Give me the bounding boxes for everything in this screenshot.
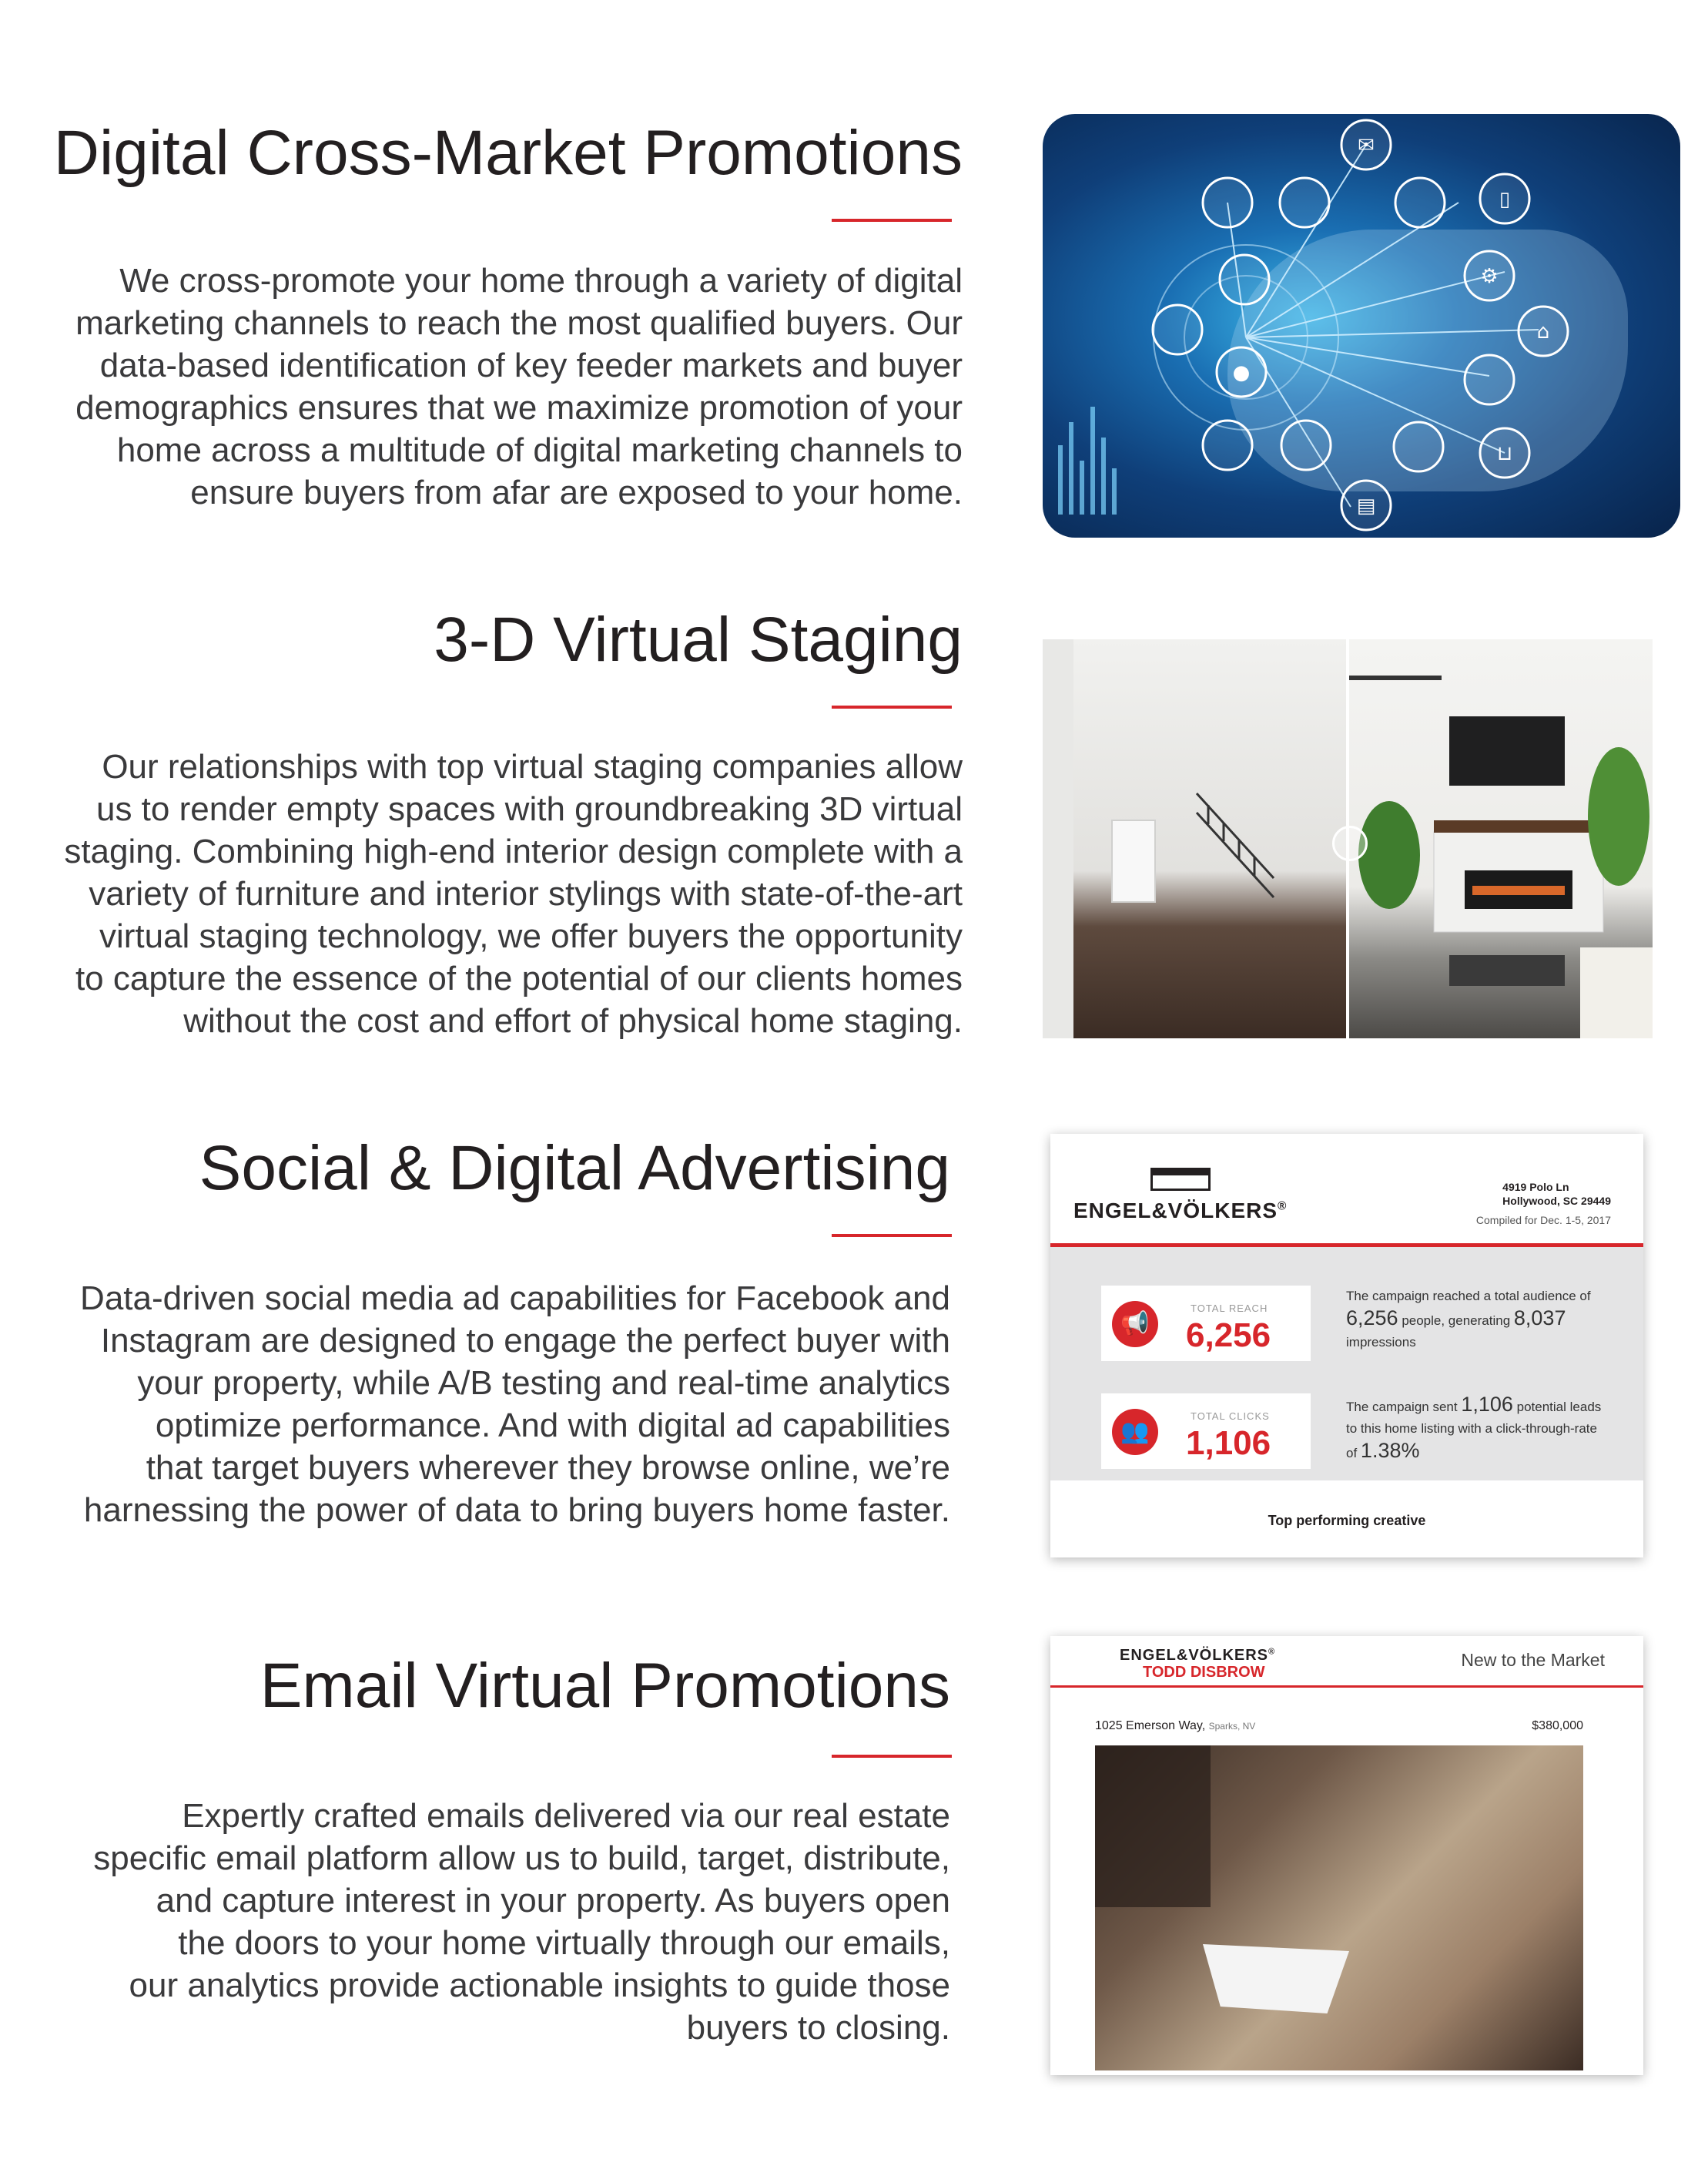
svg-text:⌂: ⌂ — [1536, 320, 1550, 344]
listing-price: $380,000 — [1532, 1719, 1583, 1732]
svg-text:▤: ▤ — [1356, 495, 1376, 518]
total-reach-value: 6,256 — [1186, 1316, 1271, 1354]
split-handle — [1332, 826, 1368, 861]
section-body: Our relationships with top virtual staging companies allow us to render empty spaces with groundbreaking 3D virtual staging. Combining high-end interior design complete with a variety of furniture and interior stylings with state-of-the-art virtual staging technology, we offer buyers the opportunity to capture the essence of the potential of our clients homes without the cost and effort of physical home staging. — [64, 748, 963, 1040]
brand-house-logo — [1150, 1168, 1211, 1191]
email-listing-card — [1050, 1636, 1643, 2075]
svg-text:▯: ▯ — [1499, 188, 1511, 211]
svg-text:⚙: ⚙ — [1480, 265, 1499, 288]
compiled-date: Compiled for Dec. 1-5, 2017 — [1475, 1214, 1611, 1226]
staged-room-half — [1349, 639, 1653, 1038]
digital-network-image — [1043, 114, 1680, 538]
globe-icon — [1395, 178, 1445, 227]
brain-icon — [1281, 421, 1331, 470]
svg-text:●: ● — [1232, 361, 1251, 384]
lightbulb-icon — [1203, 421, 1252, 470]
total-reach-box — [1101, 1286, 1311, 1361]
wifi-icon — [1280, 178, 1329, 227]
header-divider — [1050, 1685, 1643, 1688]
total-clicks-value: 1,106 — [1186, 1424, 1271, 1462]
stats-panel — [1050, 1247, 1643, 1480]
svg-text:⊔: ⊔ — [1496, 442, 1513, 465]
microphone-icon — [1465, 355, 1514, 404]
search-icon — [1394, 422, 1443, 471]
top-performing-label: Top performing creative — [1268, 1513, 1426, 1528]
brand-name: ENGEL&VÖLKERS® — [1120, 1647, 1276, 1664]
listing-tag: New to the Market — [1461, 1650, 1605, 1670]
heading-underline — [832, 1755, 952, 1758]
users-icon: 👥 — [1112, 1409, 1158, 1455]
megaphone-icon: 📢 — [1112, 1301, 1158, 1347]
section-heading: 3-D Virtual Staging — [434, 605, 963, 675]
section-body: We cross-promote your home through a variety of digital marketing channels to reach the most qualified buyers. Our data-based identification of key feeder markets and buyer demographics ensures that we maximize promotion of your home across a multitude of digital marketing channels to ensure buyers from afar are exposed to your home. — [75, 262, 963, 511]
vessel-sink — [1203, 1944, 1349, 2013]
section-heading: Digital Cross-Market Promotions — [53, 118, 963, 188]
total-clicks-label: TOTAL CLICKS — [1191, 1410, 1270, 1422]
social-campaign-report-card — [1050, 1134, 1643, 1557]
empty-room-half — [1043, 639, 1346, 1038]
agent-name: TODD DISBROW — [1143, 1664, 1265, 1681]
network-diagram — [1043, 114, 1680, 538]
lock-icon — [1153, 305, 1202, 354]
property-address: 4919 Polo Ln Hollywood, SC 29449 — [1502, 1181, 1611, 1207]
svg-text:✉: ✉ — [1358, 134, 1375, 157]
virtual-staging-image — [1043, 639, 1653, 1038]
cloud-icon — [1220, 255, 1269, 304]
clicks-description: The campaign sent 1,106 potential leads to this home listing with a click-through-rate of 1.38% — [1346, 1393, 1602, 1462]
mirror — [1095, 1745, 1211, 1907]
total-clicks-box — [1101, 1393, 1311, 1469]
reach-description: The campaign reached a total audience of 6,256 people, generating 8,037 impressions — [1346, 1289, 1591, 1350]
section-heading: Email Virtual Promotions — [260, 1651, 950, 1721]
section-body: Expertly crafted emails delivered via our real estate specific email platform allow us to build, target, distribute, and capture interest in your property. As buyers open the doors to your home virtually through our emails, our analytics provide actionable insights to guide those buyers to closing. — [93, 1797, 950, 2047]
laptop-icon — [1203, 178, 1252, 227]
total-reach-label: TOTAL REACH — [1191, 1303, 1268, 1314]
section-heading: Social & Digital Advertising — [199, 1133, 950, 1203]
bathroom-photo — [1095, 1745, 1583, 2070]
section-body: Data-driven social media ad capabilities for Facebook and Instagram are designed to engage the perfect buyer with your property, while A/B testing and real-time analytics optimize performance. And with digital ad capabilities that target buyers wherever they browse online, we’re harnessing the power of data to bring buyers home faster. — [80, 1279, 950, 1529]
listing-address: 1025 Emerson Way, Sparks, NV — [1095, 1719, 1256, 1732]
brand-name: ENGEL&VÖLKERS® — [1073, 1199, 1288, 1222]
